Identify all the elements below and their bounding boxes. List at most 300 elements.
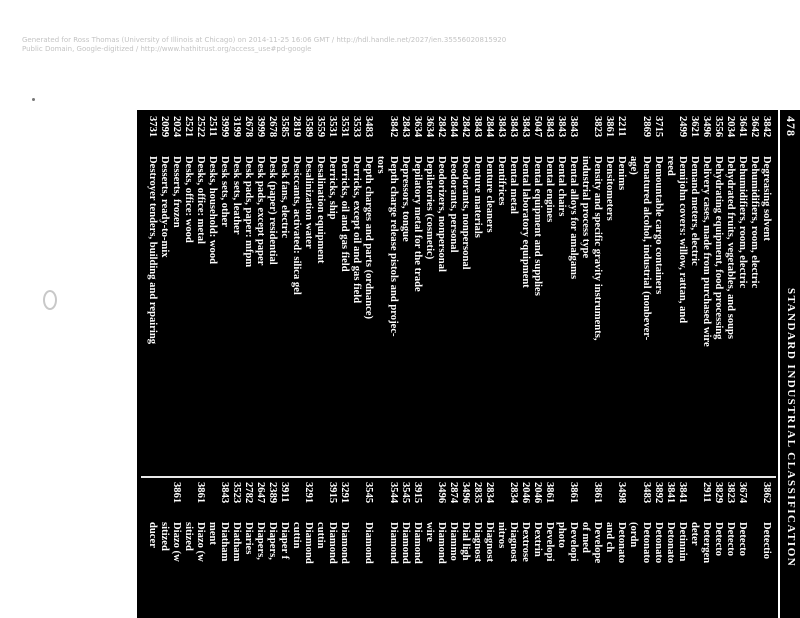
- index-term: Detonato: [616, 522, 628, 564]
- page-header-bar: [778, 110, 800, 618]
- sic-code: 2834: [508, 482, 520, 504]
- index-entry: [531, 482, 543, 618]
- index-entry: [627, 116, 639, 468]
- sic-code: 3841: [664, 482, 676, 504]
- sic-code: 3715: [652, 116, 664, 138]
- index-term: Diatham: [230, 522, 242, 562]
- index-entry: [495, 482, 507, 618]
- index-term: industrial process type: [580, 156, 592, 259]
- index-term: Detonato: [652, 522, 664, 564]
- index-term: Diamond: [399, 522, 411, 564]
- index-term: ducer: [146, 522, 158, 548]
- index-entry: [338, 116, 350, 468]
- index-term: Desserts, frozen: [170, 156, 182, 228]
- index-term: sitized: [182, 522, 194, 551]
- index-term: Diagnost: [483, 522, 495, 563]
- index-term: and ch: [604, 522, 616, 553]
- sic-code: 3544: [387, 482, 399, 504]
- sic-code: 2522: [194, 116, 206, 138]
- index-term: Dental chairs: [556, 156, 568, 217]
- index-entry: [423, 482, 435, 618]
- index-entry: [362, 116, 374, 468]
- index-entry: [736, 482, 748, 618]
- sic-code: 2842: [435, 116, 447, 138]
- index-term: Derricks, except oil and gas field: [351, 156, 363, 304]
- index-entry: [411, 116, 423, 468]
- index-entry: [254, 482, 266, 618]
- sic-code: 2834: [483, 482, 495, 504]
- index-term: Desks, office: metal: [194, 156, 206, 244]
- index-entry: [543, 116, 555, 468]
- index-term: Diapers,: [267, 522, 279, 560]
- index-entry: [194, 116, 206, 468]
- index-entry: [254, 116, 266, 468]
- index-entry: [374, 482, 386, 618]
- index-term: Depilatories (cosmetic): [423, 156, 435, 260]
- index-term: Dentifrices: [495, 156, 507, 206]
- index-entry: [350, 116, 362, 468]
- index-term: Derricks, oil and gas field: [339, 156, 351, 272]
- index-entry: [387, 116, 399, 468]
- sic-code: 3842: [761, 116, 772, 138]
- index-term: Densitometers: [604, 156, 616, 221]
- index-term: Detecto: [736, 522, 748, 557]
- sic-code: 2843: [399, 116, 411, 138]
- sic-code: 3531: [327, 116, 339, 138]
- index-entry: [194, 482, 206, 618]
- index-entry: [483, 116, 495, 468]
- sic-code: 2024: [170, 116, 182, 138]
- index-term: Dial ligh: [459, 522, 471, 561]
- sic-code: 3843: [508, 116, 520, 138]
- index-term: Diazo (w: [194, 522, 206, 562]
- index-term: Desk sets, other: [218, 156, 230, 227]
- sic-code: 3861: [170, 482, 182, 504]
- index-term: Demand meters, electric: [688, 156, 700, 266]
- index-term: Deodorizers, nonpersonal: [435, 156, 447, 272]
- index-term: sitized: [158, 522, 170, 551]
- index-entry: [627, 482, 639, 618]
- index-entry: [411, 482, 423, 618]
- index-term: Dental equipment and supplies: [532, 156, 544, 296]
- index-entry: [724, 116, 736, 468]
- index-term: reed: [664, 156, 676, 176]
- index-term: Density and specific gravity instruments,: [592, 156, 604, 341]
- sic-code: 2678: [267, 116, 279, 138]
- index-term: Diapers,: [255, 522, 267, 560]
- sic-code: 3861: [592, 482, 604, 504]
- sic-code: 2911: [700, 482, 712, 503]
- index-term: Desks, office: wood: [182, 156, 194, 243]
- index-entry: [230, 116, 242, 468]
- index-entry: [242, 116, 254, 468]
- sic-code: 3483: [363, 116, 375, 138]
- index-entry: [314, 482, 326, 618]
- index-term: Diatham: [218, 522, 230, 562]
- index-entry: [435, 116, 447, 468]
- sic-code: 3843: [544, 116, 556, 138]
- index-term: Detecto: [724, 522, 736, 557]
- sic-code: 3843: [471, 116, 483, 138]
- index-entry: [736, 116, 748, 468]
- binding-hole-mark: [43, 290, 57, 310]
- index-entry: [591, 482, 603, 618]
- index-term: (ordn: [628, 522, 640, 548]
- index-term: of med: [580, 522, 592, 553]
- index-entry: [519, 482, 531, 618]
- index-entry: [507, 116, 519, 468]
- sic-code: 2046: [532, 482, 544, 504]
- index-term: Diamond: [327, 522, 339, 564]
- sic-code: 3642: [748, 116, 760, 138]
- index-entry: [591, 116, 603, 468]
- index-entry: [206, 116, 218, 468]
- sic-code: 3861: [604, 116, 616, 138]
- index-term: Detinnin: [676, 522, 688, 562]
- index-term: Denture materials: [471, 156, 483, 238]
- sic-code: 2782: [242, 482, 254, 504]
- sic-code: 3842: [387, 116, 399, 138]
- index-term: Dehumidifiers, room, electric: [736, 156, 748, 289]
- index-entry: [362, 482, 374, 618]
- generated-notice: Generated for Ross Thomas (University of Illinois at Chicago) on 2014-11-25 16:06 GMT / http://hdl.handle.net/2027/ien.35556020815920: [22, 36, 507, 44]
- scan-speck: [32, 98, 35, 101]
- sic-code: 3533: [351, 116, 363, 138]
- index-term: Depth charges and parts (ordnance): [363, 156, 375, 320]
- index-entry: [278, 116, 290, 468]
- sic-code: 3496: [459, 482, 471, 504]
- sic-code: 3892: [652, 482, 664, 504]
- index-entry: [146, 116, 158, 468]
- index-term: Diaper f: [279, 522, 291, 560]
- sic-code: 3843: [568, 116, 580, 138]
- index-term: Diamond: [363, 522, 375, 564]
- index-entry: [676, 116, 688, 468]
- sic-code: 3545: [363, 482, 375, 504]
- index-entry: [146, 482, 158, 618]
- index-entry: [543, 482, 555, 618]
- index-term: Diaries: [242, 522, 254, 555]
- sic-code: 3496: [700, 116, 712, 138]
- index-term: Denims: [616, 156, 628, 191]
- index-term: Desk (paper) residential: [267, 156, 279, 265]
- sic-code: 3823: [724, 482, 736, 504]
- sic-code: 3843: [556, 116, 568, 138]
- index-entry: [555, 482, 567, 618]
- index-entry: [218, 482, 230, 618]
- index-term: Desk sets, leather: [230, 156, 242, 235]
- index-term: Desk pads, paper: mfpm: [242, 156, 254, 268]
- index-term: Diagnost: [471, 522, 483, 563]
- index-term: Desk pads, except paper: [255, 156, 267, 266]
- index-entry: [639, 116, 651, 468]
- index-entry: [399, 116, 411, 468]
- index-entry: [158, 482, 170, 618]
- index-term: Desalination equipment: [315, 156, 327, 264]
- index-entry: [242, 482, 254, 618]
- sic-code: 3999: [218, 116, 230, 138]
- index-entry: [652, 116, 664, 468]
- index-term: nitros: [495, 522, 507, 549]
- index-term: wire: [423, 522, 435, 542]
- index-entry: [170, 482, 182, 618]
- index-term: Depressors, tongue: [399, 156, 411, 242]
- index-term: Desiccants, activated: silica gel: [291, 156, 303, 295]
- index-term: ment: [206, 522, 218, 545]
- index-entry: [531, 116, 543, 468]
- index-term: Delivery cases, made from purchased wire: [700, 156, 712, 347]
- index-term: Degreasing solvent: [761, 156, 772, 241]
- index-entry: [567, 116, 579, 468]
- index-entry: [387, 482, 399, 618]
- index-entry: [182, 116, 194, 468]
- index-entry: [748, 482, 760, 618]
- sic-code: 3483: [640, 482, 652, 504]
- index-entry: [567, 482, 579, 618]
- scanned-page: [137, 110, 800, 618]
- sic-code: 3841: [676, 482, 688, 504]
- index-term: Detergen: [700, 522, 712, 564]
- index-entry: [182, 482, 194, 618]
- sic-code: 2046: [520, 482, 532, 504]
- index-entry: [688, 116, 700, 468]
- index-term: Diagnost: [508, 522, 520, 563]
- sic-code: 3291: [339, 482, 351, 504]
- index-entry: [471, 482, 483, 618]
- index-term: Diamond: [435, 522, 447, 564]
- index-term: Denture cleaners: [483, 156, 495, 233]
- sic-code: 2647: [255, 482, 267, 504]
- index-entry: [700, 482, 712, 618]
- index-term: Dehydrated fruits, vegetables, and soups: [724, 156, 736, 340]
- index-entry: [170, 116, 182, 468]
- index-term: tors: [375, 156, 387, 174]
- rotated-page-content: [137, 110, 800, 618]
- index-entry: [615, 116, 627, 468]
- sic-code: 2211: [616, 116, 628, 137]
- sic-code: 2678: [242, 116, 254, 138]
- index-term: Dextrose: [520, 522, 532, 562]
- index-entry: [652, 482, 664, 618]
- sic-code: 3199: [230, 116, 242, 138]
- index-term: Dental alloys for amalgams: [568, 156, 580, 280]
- index-entry: [459, 116, 471, 468]
- sic-code: 3843: [520, 116, 532, 138]
- sic-code: 3641: [736, 116, 748, 138]
- sic-code: 3862: [761, 482, 772, 504]
- index-entry: [447, 116, 459, 468]
- index-entry: [676, 482, 688, 618]
- index-term: Diamond: [387, 522, 399, 564]
- index-entry: [760, 482, 772, 618]
- index-term: Desalinization water: [303, 156, 315, 249]
- index-term: Diazo (w: [170, 522, 182, 562]
- sic-code: 2521: [182, 116, 194, 138]
- index-term: Dental metal: [508, 156, 520, 214]
- sic-code: 2389: [267, 482, 279, 504]
- index-entry: [664, 482, 676, 618]
- sic-code: 3843: [495, 116, 507, 138]
- index-term: Diammo: [447, 522, 459, 561]
- sic-code: 3545: [399, 482, 411, 504]
- index-entry: [158, 116, 170, 468]
- index-entry: [700, 116, 712, 468]
- sic-code: 3999: [255, 116, 267, 138]
- index-entry: [218, 116, 230, 468]
- index-term: deter: [688, 522, 700, 546]
- sic-code: 3861: [544, 482, 556, 504]
- sic-code: 2099: [158, 116, 170, 138]
- index-term: Detectio: [761, 522, 772, 560]
- index-term: Deodorants, personal: [447, 156, 459, 253]
- sic-code: 3589: [303, 116, 315, 138]
- sic-code: 3911: [279, 482, 291, 503]
- index-term: Desserts, ready-to-mix: [158, 156, 170, 258]
- index-entry: [338, 482, 350, 618]
- sic-code: 3634: [411, 116, 423, 138]
- sic-code: 3585: [279, 116, 291, 138]
- sic-code: 3556: [712, 116, 724, 138]
- sic-code: 2511: [206, 116, 218, 137]
- index-term: Desk fans, electric: [279, 156, 291, 239]
- sic-code: 2835: [471, 482, 483, 504]
- index-entry: [350, 482, 362, 618]
- index-entry: [278, 482, 290, 618]
- index-term: Diamond: [411, 522, 423, 564]
- index-term: Diamond: [303, 522, 315, 564]
- sic-code: 3674: [736, 482, 748, 504]
- index-entry: [290, 482, 302, 618]
- index-entry: [206, 482, 218, 618]
- index-entry: [603, 482, 615, 618]
- index-entry: [326, 116, 338, 468]
- index-term: Dehydrating equipment, food processing: [712, 156, 724, 340]
- sic-code: 3915: [327, 482, 339, 504]
- index-term: cuttin: [315, 522, 327, 549]
- index-entry: [435, 482, 447, 618]
- index-entry: [712, 482, 724, 618]
- sic-code: 3915: [411, 482, 423, 504]
- index-term: Depilatory metal for the trade: [411, 156, 423, 292]
- index-term: Diamond: [339, 522, 351, 564]
- index-term: Destroyer tenders, building and repairing: [146, 156, 158, 345]
- index-entry: [615, 482, 627, 618]
- sic-code: 3843: [218, 482, 230, 504]
- index-entry: [555, 116, 567, 468]
- index-term: Deodorants, nonpersonal: [459, 156, 471, 270]
- index-term: Developi: [544, 522, 556, 562]
- sic-code: 2874: [447, 482, 459, 504]
- index-term: Depth charge release pistols and projec-: [387, 156, 399, 337]
- index-entry: [579, 482, 591, 618]
- index-entry: [639, 482, 651, 618]
- index-entry: [724, 482, 736, 618]
- index-term: Desks, household: wood: [206, 156, 218, 265]
- index-term: photo: [556, 522, 568, 548]
- index-entry: [399, 482, 411, 618]
- index-term: cuttin: [291, 522, 303, 549]
- index-term: Demountable cargo containers: [652, 156, 664, 295]
- sic-code: 3496: [435, 482, 447, 504]
- index-entry: [266, 116, 278, 468]
- sic-code: 3829: [712, 482, 724, 504]
- index-entry: [507, 482, 519, 618]
- index-term: Derricks, ship: [327, 156, 339, 220]
- sic-code: 3731: [146, 116, 158, 138]
- index-entry: [266, 482, 278, 618]
- index-term: Dental engines: [544, 156, 556, 223]
- sic-code: 3291: [303, 482, 315, 504]
- sic-code: 2869: [640, 116, 652, 138]
- sic-code: 2499: [676, 116, 688, 138]
- index-entry: [664, 116, 676, 468]
- index-entry: [230, 482, 242, 618]
- index-term: Demijohn covers: willow, rattan, and: [676, 156, 688, 324]
- index-entry: [447, 482, 459, 618]
- index-entry: [495, 116, 507, 468]
- index-entry: [423, 116, 435, 468]
- index-entry: [302, 482, 314, 618]
- index-term: Develope: [592, 522, 604, 564]
- index-entry: [483, 482, 495, 618]
- sic-code: 3634: [423, 116, 435, 138]
- index-entry: [688, 482, 700, 618]
- index-entry: [712, 116, 724, 468]
- index-term: Dextrin: [532, 522, 544, 557]
- index-term: Detecto: [712, 522, 724, 557]
- index-entry: [290, 116, 302, 468]
- sic-code: 3621: [688, 116, 700, 138]
- index-term: Developi: [568, 522, 580, 562]
- sic-code: 3523: [230, 482, 242, 504]
- index-term: Dehumidifiers, room, electric: [748, 156, 760, 289]
- left-index-column: [146, 116, 772, 468]
- index-entry: [748, 116, 760, 468]
- sic-code: 3861: [194, 482, 206, 504]
- index-entry: [459, 482, 471, 618]
- index-entry: [760, 116, 772, 468]
- sic-code: 2844: [483, 116, 495, 138]
- column-divider: [141, 476, 776, 478]
- page-number: 478: [784, 116, 798, 137]
- sic-code: 2844: [447, 116, 459, 138]
- sic-code: 2842: [459, 116, 471, 138]
- right-index-column: [146, 482, 772, 618]
- sic-code: 3531: [339, 116, 351, 138]
- public-domain-notice: Public Domain, Google-digitized / http://www.hathitrust.org/access_use#pd-google: [22, 45, 312, 53]
- index-term: Denatured alcohol, industrial (nonbever-: [640, 156, 652, 341]
- sic-code: 3823: [592, 116, 604, 138]
- index-entry: [374, 116, 386, 468]
- index-entry: [326, 482, 338, 618]
- index-term: age): [628, 156, 640, 175]
- sic-code: 2034: [724, 116, 736, 138]
- sic-code: 2819: [291, 116, 303, 138]
- index-entry: [302, 116, 314, 468]
- index-term: Detonato: [640, 522, 652, 564]
- sic-code: 5047: [532, 116, 544, 138]
- index-entry: [314, 116, 326, 468]
- index-term: Dental laboratory equipment: [520, 156, 532, 288]
- index-entry: [603, 116, 615, 468]
- sic-code: 3498: [616, 482, 628, 504]
- sic-code: 3559: [315, 116, 327, 138]
- index-entry: [471, 116, 483, 468]
- page-title: STANDARD INDUSTRIAL CLASSIFICATION: [785, 288, 797, 568]
- index-entry: [579, 116, 591, 468]
- sic-code: 3861: [568, 482, 580, 504]
- index-entry: [519, 116, 531, 468]
